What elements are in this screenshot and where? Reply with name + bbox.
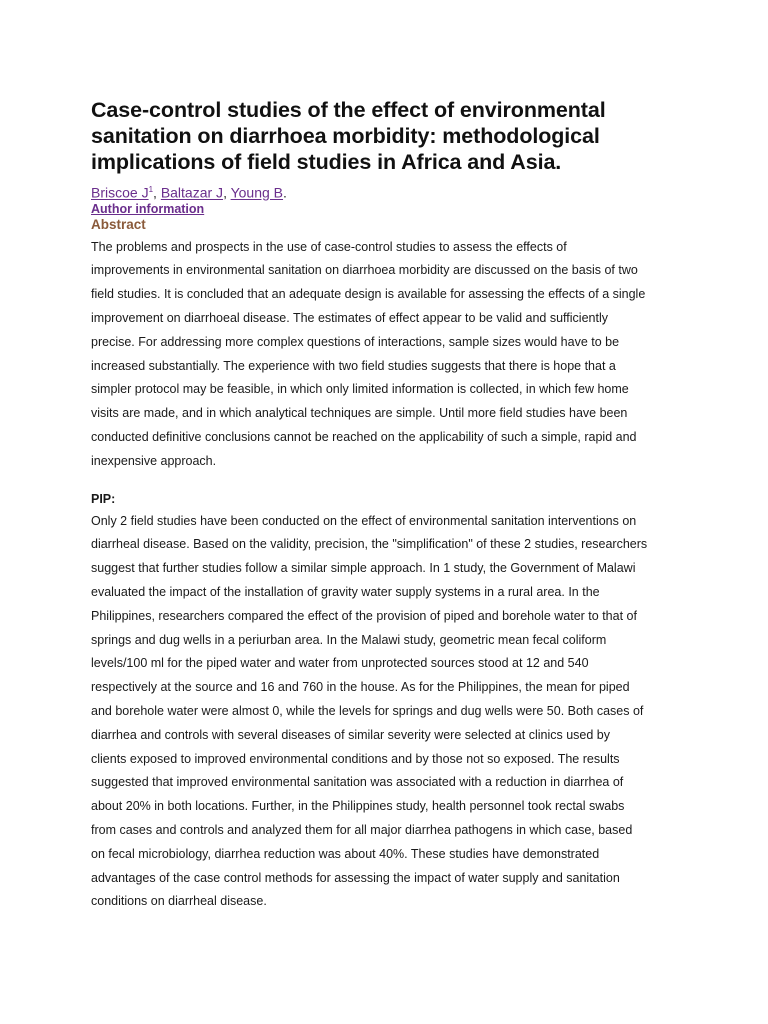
abstract-line: The problems and prospects in the use of case-control studies to assess the effects of <box>91 239 567 254</box>
abstract-line: improvement on diarrhoeal disease. The estimates of effect appear to be valid and sufficiently <box>91 311 608 326</box>
pip-line: advantages of the case control methods for assessing the impact of water supply and sanitation <box>91 870 620 885</box>
abstract-line: field studies. It is concluded that an adequate design is available for assessing the effects of a single <box>91 287 646 302</box>
author-separator: , <box>153 184 161 201</box>
title-line: sanitation on diarrhoea morbidity: methodological <box>91 124 600 148</box>
pip-line: on fecal microbiology, diarrhea reduction was about 40%. These studies have demonstrated <box>91 846 600 861</box>
abstract-text <box>91 236 691 474</box>
pip-line: springs and dug wells in a periurban area. In the Malawi study, geometric mean fecal coliform <box>91 632 607 647</box>
article-title <box>91 97 691 175</box>
pip-line: diarrhea and controls with several diseases of similar severity were selected at clinics used by <box>91 727 610 742</box>
author-link-briscoe[interactable]: Briscoe J <box>91 184 149 201</box>
pip-line: suggest that further studies follow a similar simple approach. In 1 study, the Government of Malawi <box>91 561 636 576</box>
author-link-young[interactable]: Young B <box>230 184 284 201</box>
pip-line: and borehole water were almost 0, while the levels for springs and dug wells were 50. Both cases of <box>91 704 644 718</box>
abstract-line: precise. For addressing more complex questions of interactions, sample sizes would have to be <box>91 334 620 349</box>
author-list-end: . <box>283 184 287 201</box>
author-link-baltazar[interactable]: Baltazar J <box>160 184 224 201</box>
pip-line: respectively at the source and 16 and 760 in the house. As for the Philippines, the mean for piped <box>91 680 630 695</box>
abstract-line: visits are made, and in which analytical techniques are simple. Until more field studies have been <box>91 406 628 421</box>
abstract-line: conducted definitive conclusions cannot be reached on the applicability of such a simple, rapid and <box>91 430 637 445</box>
abstract-heading: Abstract <box>91 216 146 232</box>
author-information-link[interactable]: Author information <box>91 201 205 216</box>
abstract-line: increased substantially. The experience with two field studies suggests that there is hope that a <box>91 358 616 373</box>
title-line: Case-control studies of the effect of environmental <box>91 98 606 122</box>
pip-line: evaluated the impact of the installation of gravity water supply systems in a rural area. In the <box>91 585 600 600</box>
pip-line: Philippines, researchers compared the effect of the provision of piped and borehole water to that of <box>91 608 637 623</box>
pip-heading: PIP: <box>91 491 116 506</box>
abstract-line: simpler protocol may be feasible, in which only limited information is collected, in which few home <box>91 382 629 397</box>
pip-line: about 20% in both locations. Further, in the Philippines study, health personnel took rectal swabs <box>91 799 625 814</box>
title-line: implications of field studies in Africa and Asia. <box>91 150 562 174</box>
article <box>91 97 691 914</box>
abstract-line: inexpensive approach. <box>91 453 217 468</box>
pip-line: Only 2 field studies have been conducted on the effect of environmental sanitation interventions on <box>91 513 637 528</box>
author-separator: , <box>223 184 231 201</box>
pip-line: suggested that improved environmental sanitation was associated with a reduction in diarrhea of <box>91 775 624 790</box>
pip-line: conditions on diarrheal disease. <box>91 894 267 909</box>
author-affiliation-sup: 1 <box>148 185 154 194</box>
author-list <box>91 181 691 202</box>
abstract-line: improvements in environmental sanitation on diarrhoea morbidity are discussed on the basis of two <box>91 263 638 278</box>
pip-line: diarrheal disease. Based on the validity, precision, the "simplification" of these 2 studies, researchers <box>91 537 648 552</box>
pip-text <box>91 510 691 915</box>
pip-line: clients exposed to improved environmental conditions and by those not so exposed. The results <box>91 751 620 766</box>
pip-line: from cases and controls and analyzed them for all major diarrhea pathogens in which case, based <box>91 822 633 837</box>
pip-line: levels/100 ml for the piped water and water from unprotected sources stood at 12 and 540 <box>91 656 589 671</box>
